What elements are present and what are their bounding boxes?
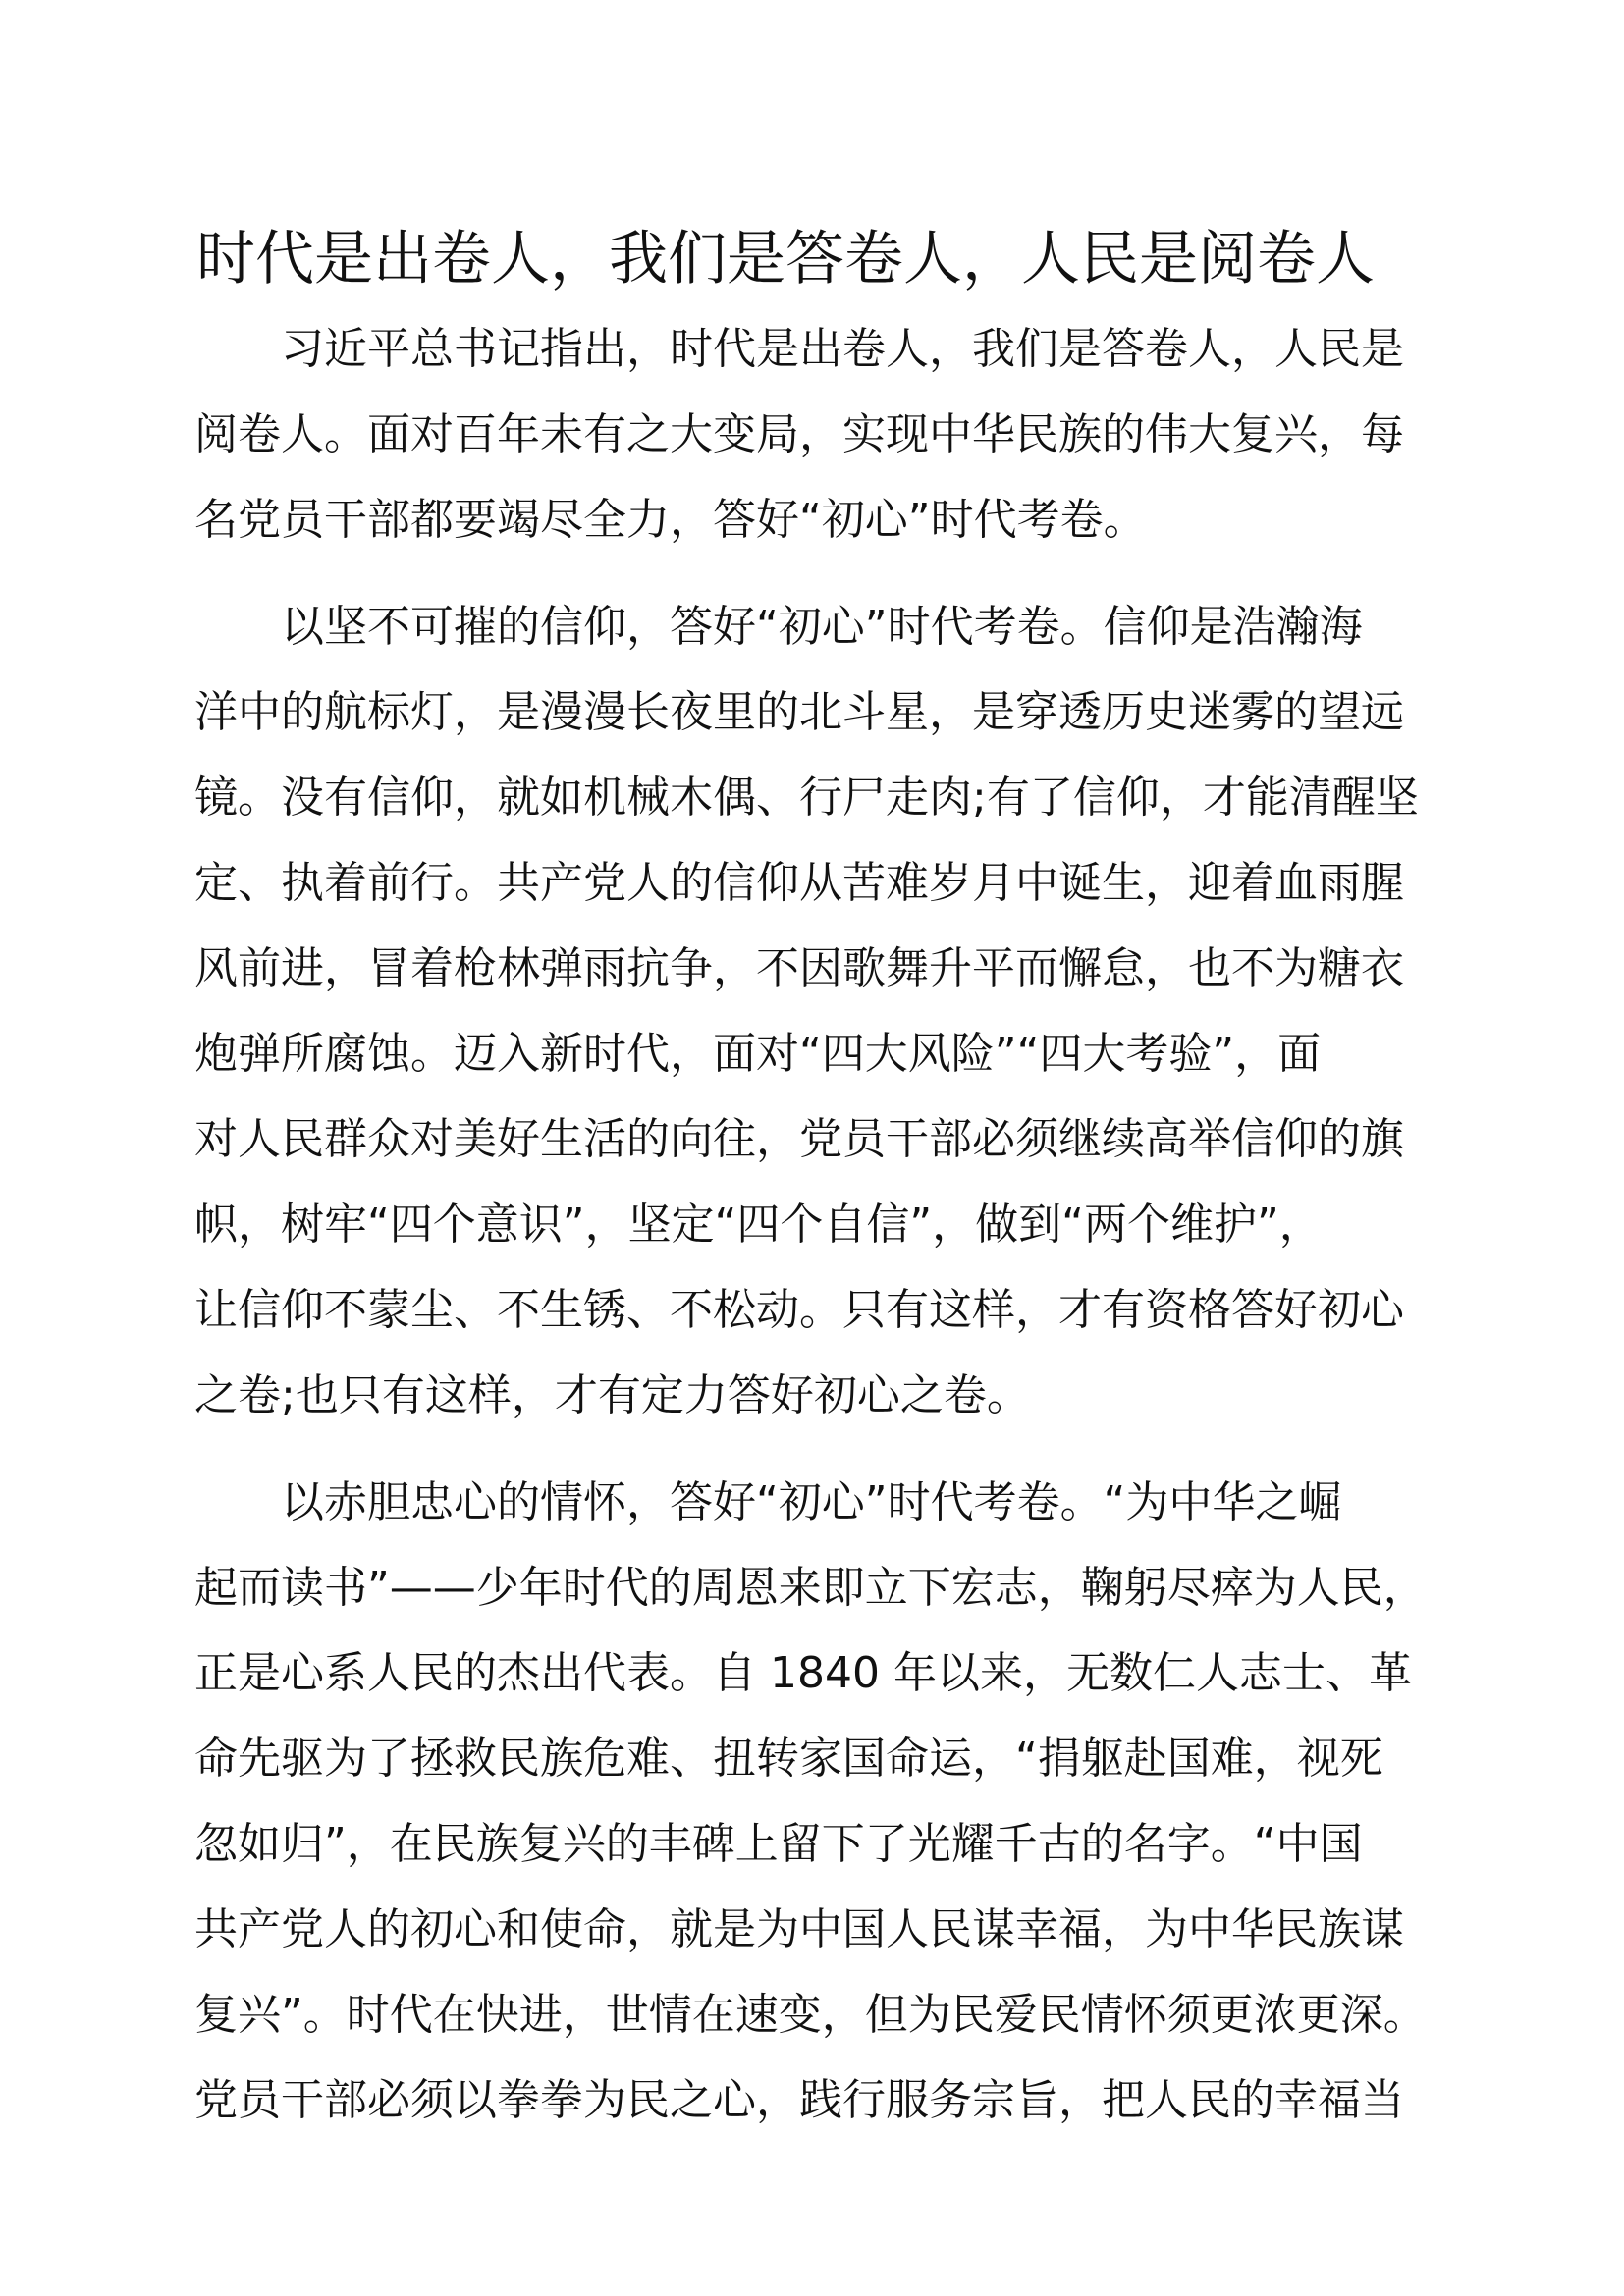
- paragraph-1: [194, 306, 1461, 562]
- paragraph-line: 镜。没有信仰，就如机械木偶、行尸走肉;有了信仰，才能清醒坚: [194, 773, 1419, 823]
- paragraph-2: [194, 584, 1461, 1438]
- paragraph-line: 对人民群众对美好生活的向往，党员干部必须继续高举信仰的旗: [194, 1114, 1404, 1164]
- paragraph-line: 帜，树牢“四个意识”，坚定“四个自信”，做到“两个维护”，: [194, 1200, 1323, 1250]
- paragraph-line: 习近平总书记指出，时代是出卷人，我们是答卷人，人民是: [281, 324, 1404, 374]
- paragraph-line: 名党员干部都要竭尽全力，答好“初心”时代考卷。: [194, 495, 1147, 545]
- paragraph-line: 命先驱为了拯救民族危难、扭转家国命运，“捐躯赴国难，视死: [194, 1734, 1383, 1784]
- paragraph-line: 洋中的航标灯，是漫漫长夜里的北斗星，是穿透历史迷雾的望远: [194, 687, 1404, 737]
- paragraph-line: 定、执着前行。共产党人的信仰从苦难岁月中诞生，迎着血雨腥: [194, 858, 1404, 908]
- paragraph-line: 炮弹所腐蚀。迈入新时代，面对“四大风险”“四大考验”，面: [194, 1029, 1322, 1079]
- paragraph-line: 以坚不可摧的信仰，答好“初心”时代考卷。信仰是浩瀚海: [281, 602, 1363, 652]
- paragraph-line: 让信仰不蒙尘、不生锈、不松动。只有这样，才有资格答好初心: [194, 1285, 1404, 1335]
- paragraph-line: 以赤胆忠心的情怀，答好“初心”时代考卷。“为中华之崛: [281, 1477, 1342, 1527]
- paragraph-line: 起而读书”——少年时代的周恩来即立下宏志，鞠躬尽瘁为人民，: [194, 1563, 1427, 1613]
- paragraph-line: 正是心系人民的杰出代表。自 1840 年以来，无数仁人志士、革: [194, 1648, 1412, 1698]
- paragraph-line: 之卷;也只有这样，才有定力答好初心之卷。: [194, 1370, 1030, 1420]
- document-title: 时代是出卷人，我们是答卷人，人民是阅卷人: [196, 225, 1375, 294]
- paragraph-line: 阅卷人。面对百年未有之大变局，实现中华民族的伟大复兴，每: [194, 409, 1404, 459]
- paragraph-line: 复兴”。时代在快进，世情在速变，但为民爱民情怀须更浓更深。: [194, 1990, 1427, 2040]
- paragraph-line: 忽如归”，在民族复兴的丰碑上留下了光耀千古的名字。“中国: [194, 1819, 1363, 1869]
- paragraph-3: [194, 1460, 1461, 2143]
- paragraph-line: 风前进，冒着枪林弹雨抗争，不因歌舞升平而懈怠，也不为糖衣: [194, 943, 1404, 993]
- paragraph-line: 共产党人的初心和使命，就是为中国人民谋幸福，为中华民族谋: [194, 1904, 1404, 1954]
- paragraph-line: 党员干部必须以拳拳为民之心，践行服务宗旨，把人民的幸福当: [194, 2075, 1404, 2125]
- document-body: [194, 306, 1461, 2143]
